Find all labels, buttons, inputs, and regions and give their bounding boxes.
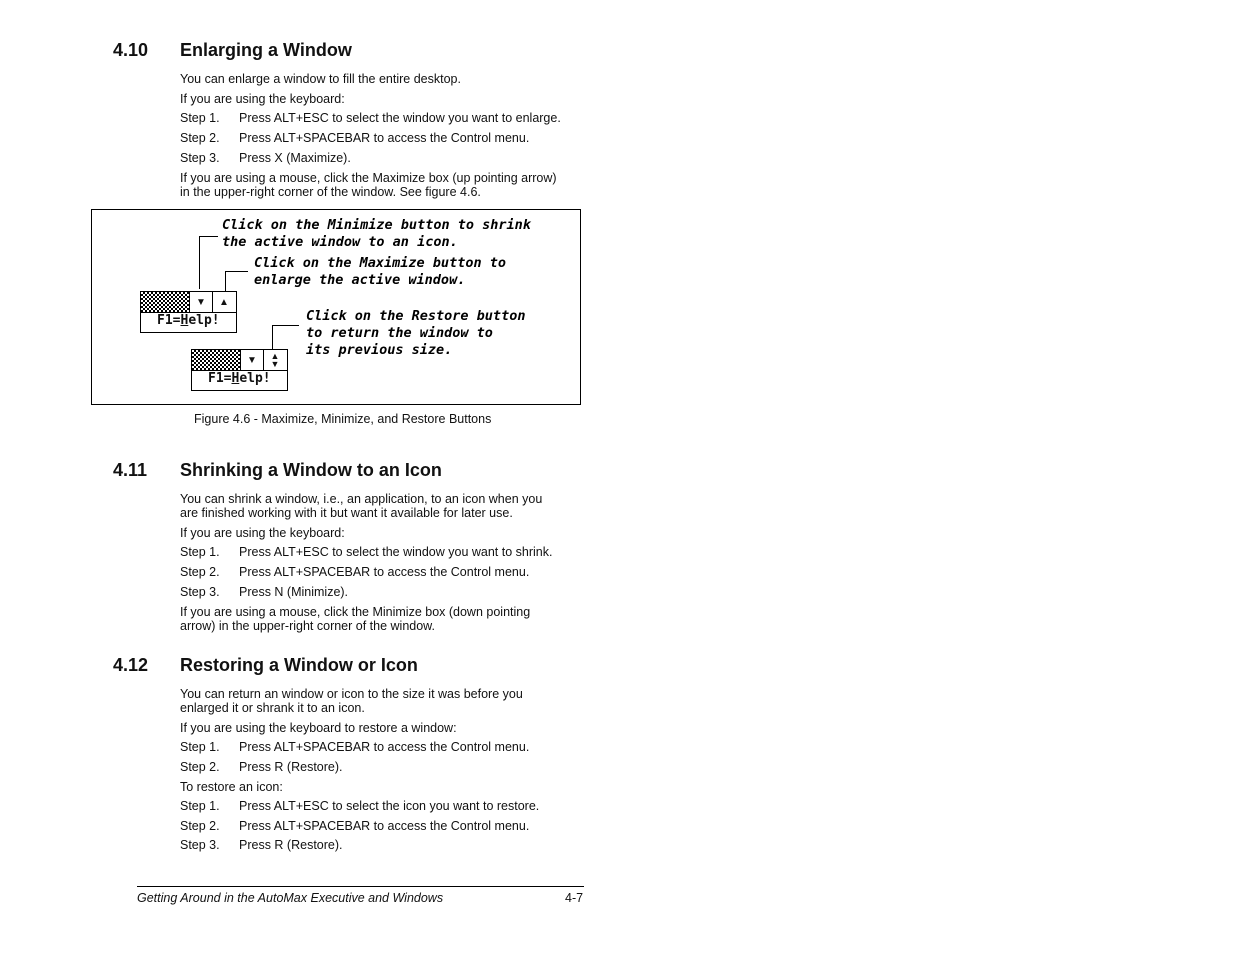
restore-callout-line-3: its previous size. <box>306 342 453 358</box>
help-label: F1=Help! <box>208 371 271 386</box>
step-text: Press N (Minimize). <box>239 585 349 599</box>
restore-leader-line <box>272 325 299 350</box>
maximize-button[interactable] <box>212 292 235 312</box>
paragraph: You can return an window or icon to the size it was before you <box>180 687 523 701</box>
step-text: Press ALT+ESC to select the icon you want to restore. <box>239 799 540 813</box>
step-label: Step 2. <box>180 760 220 774</box>
step-label: Step 2. <box>180 819 220 833</box>
section-title-enlarging: Enlarging a Window <box>180 40 352 60</box>
down-arrow-icon: ▼ <box>196 296 206 308</box>
step-label: Step 2. <box>180 131 220 145</box>
step-text: Press X (Maximize). <box>239 151 351 165</box>
paragraph: To restore an icon: <box>180 780 283 794</box>
section-number-4-10: 4.10 <box>113 40 149 60</box>
restore-callout-line-2: to return the window to <box>306 325 493 341</box>
section-title-shrinking: Shrinking a Window to an Icon <box>180 460 442 480</box>
paragraph: If you are using a mouse, click the Minimize box (down pointing <box>180 605 531 619</box>
paragraph: You can enlarge a window to fill the entire desktop. <box>180 72 461 86</box>
section-number-4-11: 4.11 <box>113 460 148 480</box>
minimize-button[interactable] <box>240 350 263 370</box>
paragraph: If you are using the keyboard: <box>180 92 345 106</box>
figure-caption: Figure 4.6 - Maximize, Minimize, and Restore Buttons <box>194 412 492 426</box>
step-label: Step 3. <box>180 838 220 852</box>
figure-4-6 <box>91 209 581 405</box>
maximize-callout-line-2: enlarge the active window. <box>254 272 466 288</box>
up-down-arrow-icon: ▲ ▼ <box>270 351 280 369</box>
up-arrow-icon: ▲ <box>219 296 229 308</box>
restore-callout-line-1: Click on the Restore button <box>306 308 526 324</box>
title-bar <box>141 292 236 313</box>
step-label: Step 3. <box>180 151 220 165</box>
title-bar <box>192 350 287 371</box>
minimize-leader-line <box>199 236 218 289</box>
minimize-callout-line-2: the active window to an icon. <box>222 234 458 250</box>
page-number: 4-7 <box>565 891 584 905</box>
minimize-button[interactable] <box>189 292 212 312</box>
help-label: F1=Help! <box>157 313 220 328</box>
step-label: Step 1. <box>180 799 220 813</box>
paragraph: You can shrink a window, i.e., an application, to an icon when you <box>180 492 543 506</box>
title-bar-pattern <box>141 292 189 312</box>
section-title-restoring: Restoring a Window or Icon <box>180 655 418 675</box>
step-text: Press ALT+SPACEBAR to access the Control menu. <box>239 131 530 145</box>
paragraph: arrow) in the upper-right corner of the window. <box>180 619 435 633</box>
minimize-callout-line-1: Click on the Minimize button to shrink <box>222 217 531 233</box>
window-with-maximize-button <box>140 291 237 333</box>
window-with-restore-button <box>191 349 288 391</box>
paragraph: are finished working with it but want it available for later use. <box>180 506 513 520</box>
maximize-leader-line <box>225 271 248 292</box>
step-label: Step 1. <box>180 545 220 559</box>
step-label: Step 2. <box>180 565 220 579</box>
step-label: Step 1. <box>180 111 220 125</box>
step-text: Press ALT+SPACEBAR to access the Control menu. <box>239 565 530 579</box>
step-text: Press ALT+SPACEBAR to access the Control menu. <box>239 819 530 833</box>
restore-button[interactable] <box>263 350 286 370</box>
step-label: Step 3. <box>180 585 220 599</box>
section-number-4-12: 4.12 <box>113 655 149 675</box>
footer-title: Getting Around in the AutoMax Executive and Windows <box>137 891 444 905</box>
title-bar-pattern <box>192 350 240 370</box>
paragraph: enlarged it or shrank it to an icon. <box>180 701 365 715</box>
step-text: Press R (Restore). <box>239 838 343 852</box>
step-label: Step 1. <box>180 740 220 754</box>
paragraph: If you are using the keyboard: <box>180 526 345 540</box>
paragraph: If you are using the keyboard to restore a window: <box>180 721 457 735</box>
maximize-callout-line-1: Click on the Maximize button to <box>254 255 506 271</box>
paragraph: If you are using a mouse, click the Maximize box (up pointing arrow) <box>180 171 557 185</box>
step-text: Press R (Restore). <box>239 760 343 774</box>
step-text: Press ALT+ESC to select the window you want to enlarge. <box>239 111 561 125</box>
paragraph: in the upper-right corner of the window. See figure 4.6. <box>180 185 481 199</box>
footer-rule <box>137 886 584 887</box>
step-text: Press ALT+SPACEBAR to access the Control menu. <box>239 740 530 754</box>
down-arrow-icon: ▼ <box>247 354 257 366</box>
step-text: Press ALT+ESC to select the window you want to shrink. <box>239 545 553 559</box>
